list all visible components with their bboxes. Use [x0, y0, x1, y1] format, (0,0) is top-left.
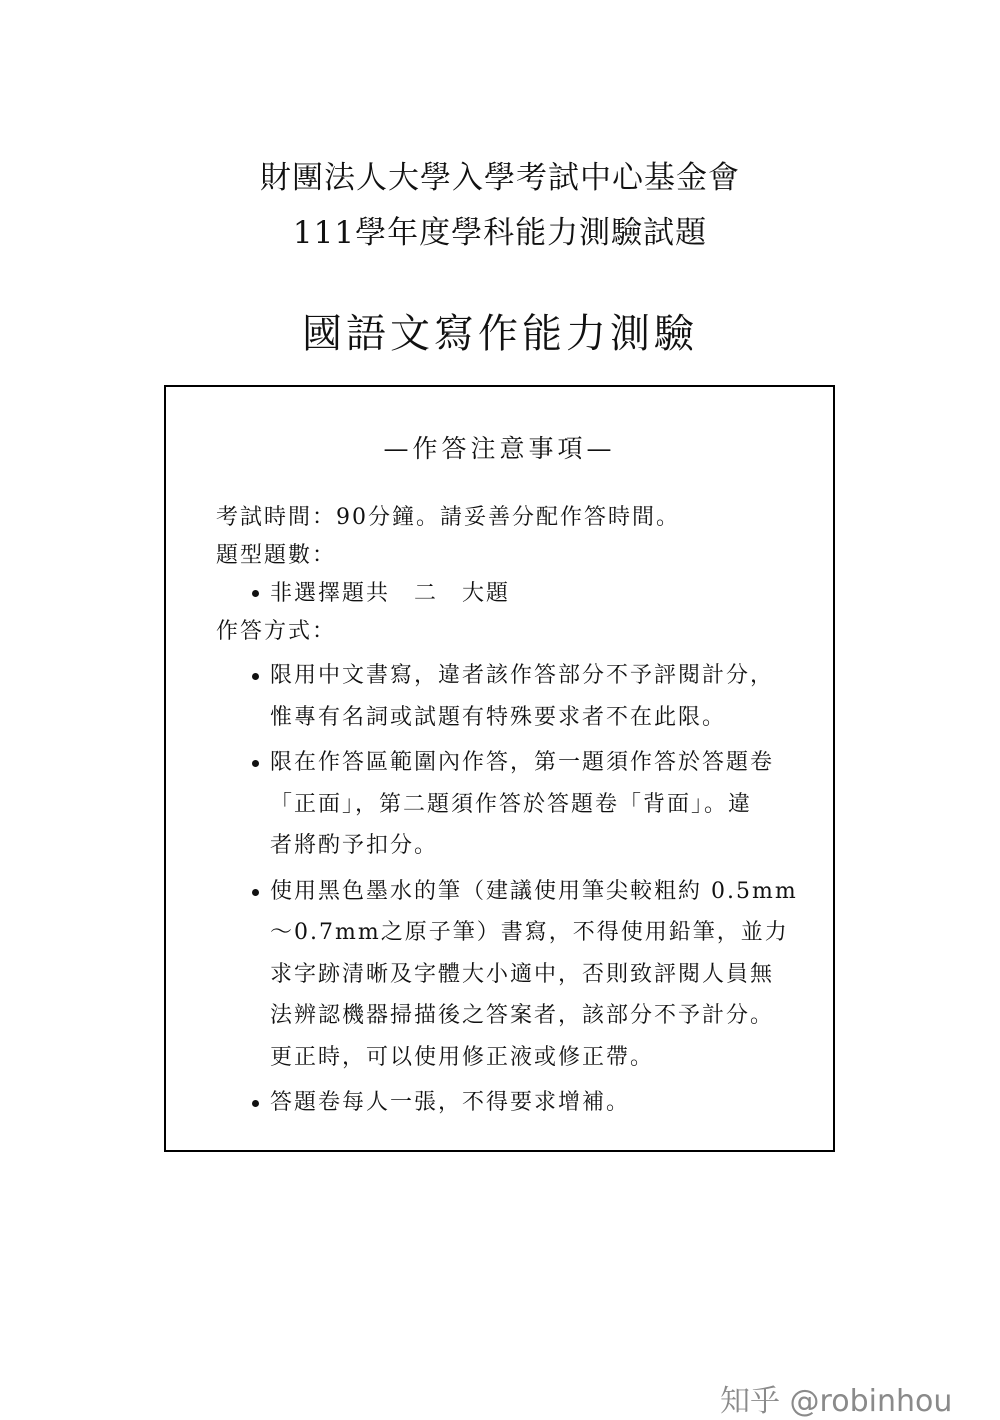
bullet-icon — [252, 590, 259, 597]
answer-method-line: 限用中文書寫，違者該作答部分不予評閱計分， — [270, 663, 775, 688]
question-type-text: 非選擇題共 二 大題 — [270, 581, 511, 606]
question-types-label: 題型題數： — [216, 543, 337, 568]
answer-method-line: 限在作答區範圍內作答，第一題須作答於答題卷 — [270, 750, 775, 775]
bullet-icon — [252, 760, 259, 767]
answer-method-label: 作答方式： — [216, 619, 337, 644]
instructions-box — [164, 385, 835, 1152]
answer-method-line: ～0.7mm之原子筆）書寫，不得使用鉛筆，並力 — [270, 920, 789, 945]
answer-method-line: 「正面」，第二題須作答於答題卷「背面」。違 — [270, 791, 753, 817]
bullet-icon — [252, 673, 259, 680]
bullet-icon — [252, 1100, 259, 1107]
answer-method-line: 者將酌予扣分。 — [270, 833, 439, 858]
question-type-item — [216, 575, 806, 613]
instructions-heading: —作答注意事項— — [383, 434, 616, 463]
subject-title: 國語文寫作能力測驗 — [302, 311, 698, 357]
answer-method-item — [216, 1082, 806, 1124]
instructions-body — [216, 499, 806, 1124]
exam-title: 111學年度學科能力測驗試題 — [292, 215, 708, 251]
answer-method-line: 惟專有名詞或試題有特殊要求者不在此限。 — [270, 704, 727, 730]
answer-method-line: 求字跡清晰及字體大小適中，否則致評閱人員無 — [270, 961, 775, 987]
zhihu-watermark: 知乎 @robinhou — [720, 1384, 953, 1419]
answer-method-item — [216, 871, 806, 1079]
answer-method-line: 答題卷每人一張，不得要求增補。 — [270, 1090, 631, 1115]
answer-method-line: 更正時，可以使用修正液或修正帶。 — [270, 1044, 655, 1070]
answer-method-item — [216, 742, 806, 867]
answer-method-line: 法辨認機器掃描後之答案者，該部分不予計分。 — [270, 1003, 775, 1028]
answer-method-line: 使用黑色墨水的筆（建議使用筆尖較粗約 0.5mm — [270, 878, 798, 904]
organization-name: 財團法人大學入學考試中心基金會 — [260, 160, 740, 196]
answer-method-item — [216, 655, 806, 738]
exam-time-line: 考試時間：90分鐘。請妥善分配作答時間。 — [216, 505, 680, 530]
bullet-icon — [252, 889, 259, 896]
